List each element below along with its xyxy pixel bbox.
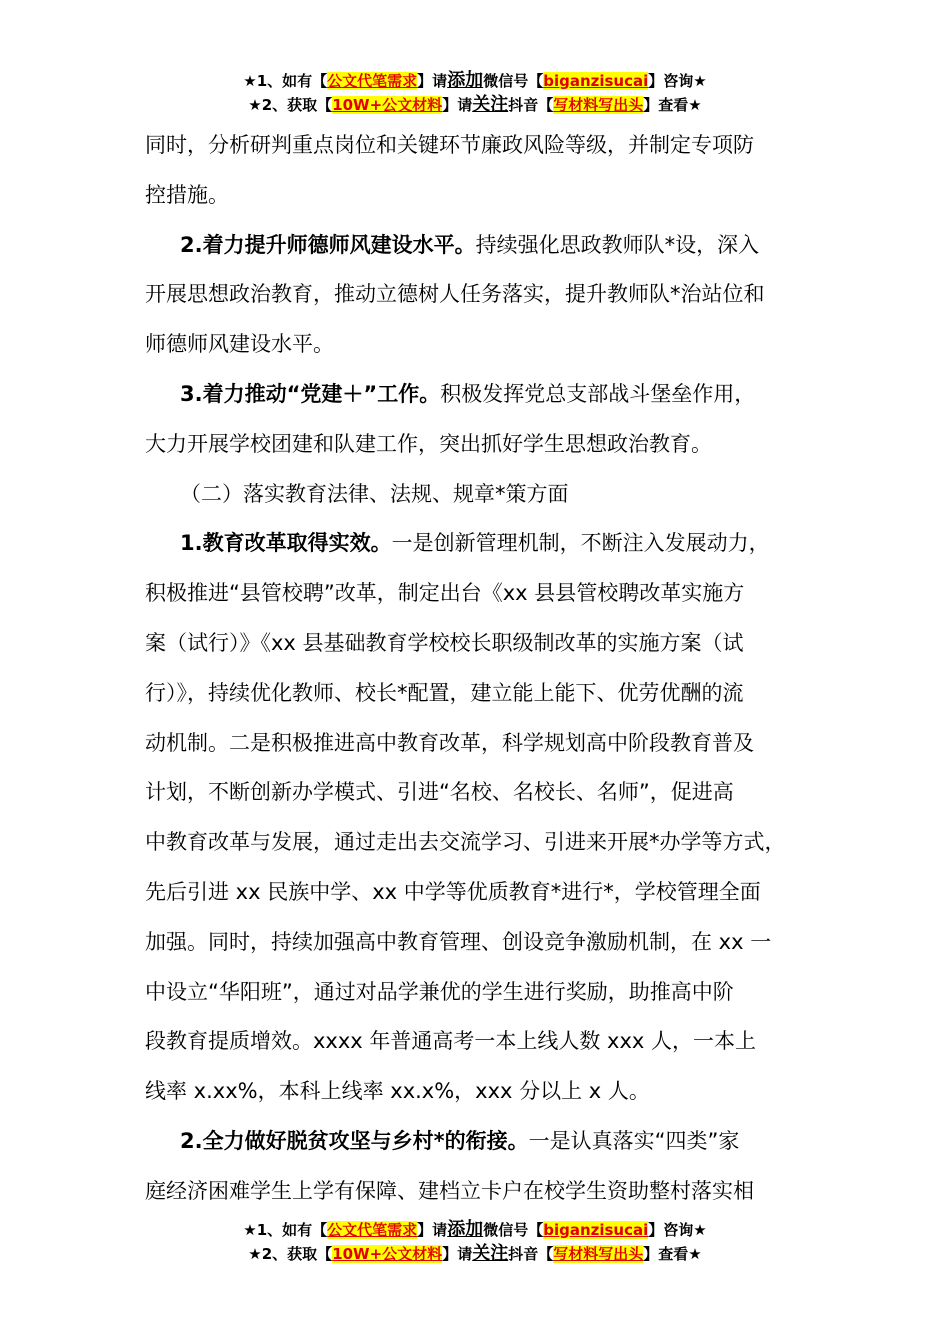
bold-heading: 2.全力做好脱贫攻坚与乡村*的衔接。 — [180, 1128, 529, 1153]
line-text: 线率 x.xx%，本科上线率 xx.x%，xxx 分以上 x 人。 — [145, 1079, 650, 1104]
banner-text: 抖音【 — [508, 96, 554, 114]
line-text: 开展思想政治教育，推动立德树人任务落实，提升教师队*治站位和 — [145, 282, 765, 307]
text-line — [145, 875, 835, 925]
line-text: （二）落实教育法律、法规、规章*策方面 — [180, 481, 569, 506]
banner-highlight: biganzisucai — [543, 1221, 649, 1239]
bold-heading: 3.着力推动“党建＋”工作。 — [180, 381, 441, 406]
bold-heading: 2.着力提升师德师风建设水平。 — [180, 232, 476, 257]
banner-line — [0, 1242, 950, 1266]
text-line — [145, 676, 835, 726]
banner-highlight: 写材料写出头 — [553, 1245, 644, 1263]
banner-text: ★1、如有【 — [243, 1221, 328, 1239]
banner-text: 】请 — [417, 72, 448, 90]
banner-emphasis: 添加 — [447, 1219, 484, 1240]
text-line — [145, 975, 835, 1025]
banner-emphasis: 添加 — [447, 70, 484, 91]
banner-text: 】咨询★ — [648, 1221, 707, 1239]
banner-emphasis: 关注 — [472, 94, 509, 115]
text-line — [145, 775, 835, 825]
banner-text: 抖音【 — [508, 1245, 554, 1263]
line-text: 持续强化思政教师队*设，深入 — [475, 232, 760, 257]
text-line — [145, 1074, 835, 1124]
text-line — [145, 1124, 835, 1174]
text-line — [145, 377, 835, 427]
banner-highlight: 写材料写出头 — [553, 96, 644, 114]
text-line — [145, 228, 835, 278]
banner-text: ★2、获取【 — [248, 96, 333, 114]
line-text: 行）》，持续优化教师、校长*配置，建立能上能下、优劳优酬的流 — [145, 680, 744, 705]
banner-text: 微信号【 — [483, 72, 544, 90]
text-line — [145, 178, 835, 228]
banner-highlight: 10W+公文材料 — [332, 96, 443, 114]
banner-line — [0, 93, 950, 117]
text-line — [145, 726, 835, 776]
line-text: 师德师风建设水平。 — [145, 332, 334, 357]
banner-line — [0, 1218, 950, 1242]
line-text: 中设立“华阳班”，通过对品学兼优的学生进行奖励，助推高中阶 — [145, 979, 734, 1004]
document-body — [145, 128, 835, 1224]
banner-highlight: 公文代笔需求 — [327, 1221, 418, 1239]
line-text: 加强。同时，持续加强高中教育管理、创设竞争激励机制，在 xx 一 — [145, 929, 772, 954]
banner-text: 微信号【 — [483, 1221, 544, 1239]
banner-line — [0, 69, 950, 93]
line-text: 动机制。二是积极推进高中教育改革，科学规划高中阶段教育普及 — [145, 730, 754, 755]
banner-text: ★2、获取【 — [248, 1245, 333, 1263]
banner-text: 】咨询★ — [648, 72, 707, 90]
line-text: 大力开展学校团建和队建工作，突出抓好学生思想政治教育。 — [145, 431, 712, 456]
banner-highlight: 公文代笔需求 — [327, 72, 418, 90]
text-line — [145, 576, 835, 626]
line-text: 案（试行）》《xx 县基础教育学校校长职级制改革的实施方案（试 — [145, 630, 744, 655]
line-text: 中教育改革与发展，通过走出去交流学习、引进来开展*办学等方式， — [145, 830, 786, 855]
text-line — [145, 1174, 835, 1224]
header-banner — [0, 69, 950, 117]
line-text: 控措施。 — [145, 182, 229, 207]
text-line — [145, 925, 835, 975]
banner-text: 】请 — [417, 1221, 448, 1239]
banner-text: 】查看★ — [643, 96, 702, 114]
banner-text: 】请 — [442, 1245, 473, 1263]
banner-highlight: 10W+公文材料 — [332, 1245, 443, 1263]
text-line — [145, 825, 835, 875]
line-text: 积极推进“县管校聘”改革，制定出台《xx 县县管校聘改革实施方 — [145, 581, 745, 606]
text-line — [145, 1024, 835, 1074]
line-text: 一是创新管理机制，不断注入发展动力， — [391, 531, 770, 556]
banner-highlight: biganzisucai — [543, 72, 649, 90]
text-line — [145, 427, 835, 477]
line-text: 段教育提质增效。xxxx 年普通高考一本上线人数 xxx 人，一本上 — [145, 1029, 757, 1054]
line-text: 同时，分析研判重点岗位和关键环节廉政风险等级，并制定专项防 — [145, 133, 754, 157]
text-line — [145, 277, 835, 327]
line-text: 积极发挥党总支部战斗堡垒作用， — [440, 381, 756, 406]
line-text: 庭经济困难学生上学有保障、建档立卡户在校学生资助整村落实相 — [145, 1178, 754, 1203]
bold-heading: 1.教育改革取得实效。 — [180, 531, 392, 556]
banner-emphasis: 关注 — [472, 1243, 509, 1264]
footer-banner — [0, 1218, 950, 1266]
line-text: 一是认真落实“四类”家 — [528, 1128, 740, 1153]
banner-text: ★1、如有【 — [243, 72, 328, 90]
banner-text: 】请 — [442, 96, 473, 114]
text-line — [145, 626, 835, 676]
text-line — [145, 477, 835, 527]
line-text: 计划，不断创新办学模式、引进“名校、名校长、名师”，促进高 — [145, 780, 734, 805]
text-line — [145, 526, 835, 576]
line-text: 先后引进 xx 民族中学、xx 中学等优质教育*进行*，学校管理全面 — [145, 879, 761, 904]
banner-text: 】查看★ — [643, 1245, 702, 1263]
text-line — [145, 327, 835, 377]
text-line — [145, 128, 835, 178]
